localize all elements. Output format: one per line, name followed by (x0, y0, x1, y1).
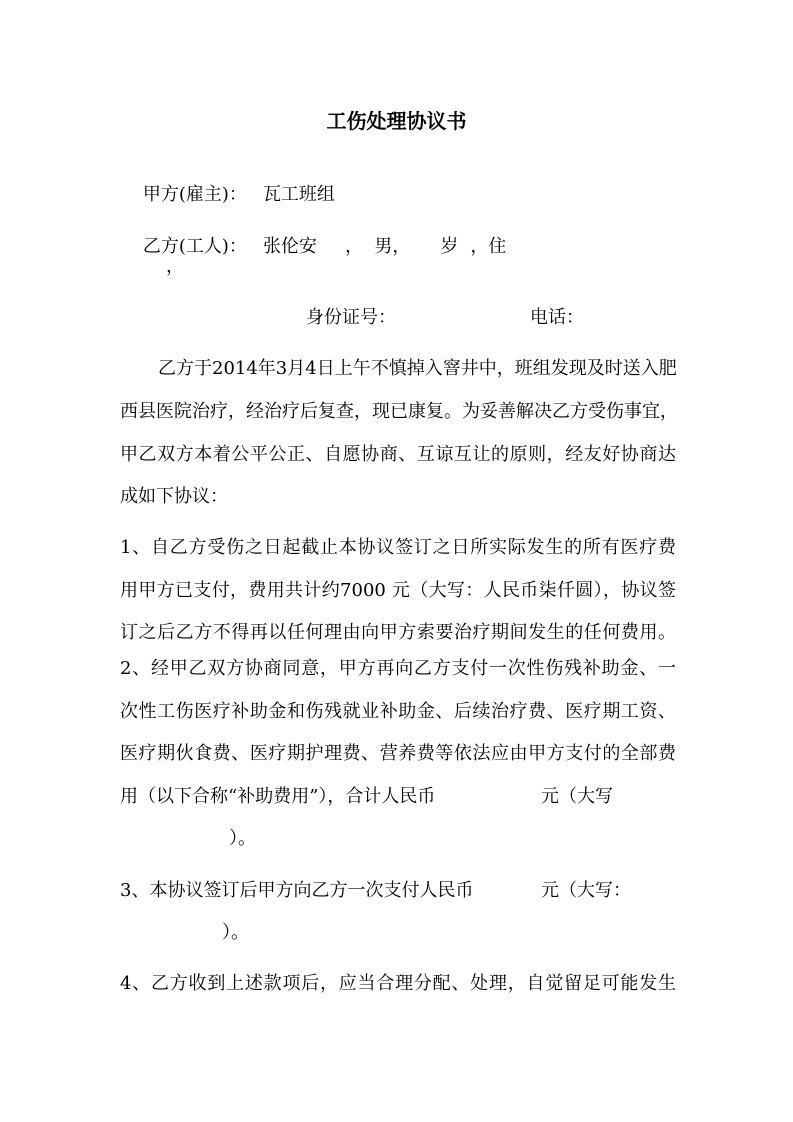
clause-2-line-5: ）。 (229, 828, 256, 849)
clause-3-line-2: ）。 (222, 922, 249, 943)
party-a-label: 甲方(雇主)： (142, 184, 247, 205)
intro-line-2: 西县医院治疗，经治疗后复查，现已康复。为妥善解决乙方受伤事宜， (120, 401, 678, 422)
clause-3-line-1-right: 元（大写： (541, 880, 631, 901)
party-b-address-label: ，住 (470, 236, 507, 257)
intro-line-4: 成如下协议： (120, 486, 228, 507)
clause-2-line-4-left: 用（以下合称“补助费用”），合计人民币 (120, 786, 436, 807)
clause-3-line-1-left: 3、本协议签订后甲方向乙方一次支付人民币 (120, 880, 474, 901)
party-b-label: 乙方(工人)： (142, 236, 247, 257)
intro-line-3: 甲乙双方本着公平公正、自愿协商、互谅互让的原则，经友好协商达 (120, 444, 676, 465)
id-number-label: 身份证号： (306, 307, 396, 328)
clause-2-line-4-right: 元（大写 (541, 786, 613, 807)
intro-line-1: 乙方于2014年3月4日上午不慎掉入窨井中，班组发现及时送入肥 (158, 358, 677, 379)
party-b-address-line: ， (166, 256, 184, 277)
clause-1-line-2: 用甲方已支付，费用共计约7000 元（大写：人民币柒仟圆），协议签 (120, 580, 676, 601)
clause-2-line-3: 医疗期伙食费、医疗期护理费、营养费等依法应由甲方支付的全部费 (120, 743, 676, 764)
party-a-value: 瓦工班组 (262, 184, 335, 205)
clause-2-line-1: 2、经甲乙双方协商同意，甲方再向乙方支付一次性伤残补助金、一 (120, 658, 676, 679)
phone-label: 电话： (530, 307, 584, 328)
party-b-gender: ， 男， (344, 236, 411, 257)
document-title: 工伤处理协议书 (326, 109, 467, 133)
party-b-age-label: 岁 (440, 236, 459, 257)
clause-1-line-3: 订之后乙方不得再以任何理由向甲方索要治疗期间发生的任何费用。 (120, 622, 676, 643)
clause-1-line-1: 1、自乙方受伤之日起截止本协议签订之日所实际发生的所有医疗费 (120, 537, 676, 558)
clause-4-line-1: 4、乙方收到上述款项后，应当合理分配、处理，自觉留足可能发生 (120, 973, 676, 994)
clause-2-line-2: 次性工伤医疗补助金和伤残就业补助金、后续治疗费、医疗期工资、 (120, 701, 676, 722)
party-b-name: 张伦安 (262, 236, 317, 257)
